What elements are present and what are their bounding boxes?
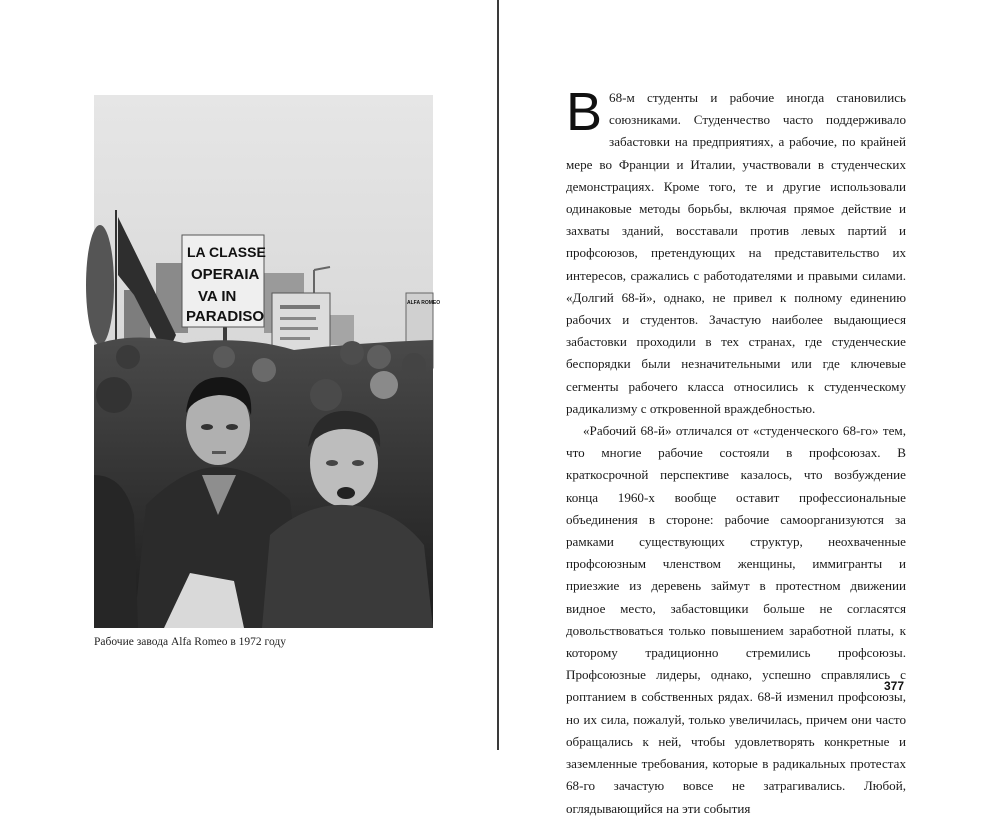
page-number: 377	[883, 679, 904, 693]
sign-line-1: LA CLASSE	[187, 244, 266, 260]
body-text	[566, 82, 906, 820]
sign-line-4: PARADISO	[186, 308, 265, 325]
photo-caption: Рабочие завода Alfa Romeo в 1972 году	[94, 636, 287, 648]
paragraph-1-text: 68-м студенты и рабочие иногда становились союзниками. Студенчество часто поддерживало забастовки на предприятиях, а рабочие, по крайней мере во Франции и Италии, участвовали в студенческих демонстрациях. Кроме того, те и другие использовали одинаковые методы борьбы, включая прямое действие и захваты зданий, восставали против левых партий и профсоюзов, претендующих на представительство их интересов, сражались с работодателями и правыми силами. «Долгий 68-й», однако, не привел к полному единению рабочих и студентов. Зачастую наиболее выдающиеся забастовки проходили в тех странах, где студенческие беспорядки были незначительными или где ключевые сегменты рабочего класса относились к студенческому радикализму с откровенной враждебностью.	[566, 90, 906, 416]
small-sign-text: ALFA ROMEO	[407, 300, 441, 306]
sign-line-2: OPERAIA	[191, 266, 260, 283]
right-page	[499, 0, 996, 816]
sign-line-3: VA IN	[198, 288, 237, 305]
left-page	[0, 0, 497, 750]
protest-photo	[94, 95, 441, 628]
drop-cap: В	[566, 82, 603, 142]
paragraph-1	[566, 82, 906, 420]
paragraph-2: «Рабочий 68-й» отличался от «студенческого 68-го» тем, что многие рабочие состояли в профсоюзах. В краткосрочной перспективе казалось, что возбуждение конца 1960-х вообще оставит профессиональные объединения в стороне: рабочие самоорганизуются за рамками существующих структур, неохваченные профсоюзным членством женщины, иммигранты и приезжие из деревень займут в протестном движении видное место, забастовщики больше не согласятся довольствоваться только повышением заработной платы, к которому традиционно стремились профсоюзы. Профсоюзные лидеры, однако, успешно справлялись с роптанием в собственных рядах. 68-й изменил профсоюзы, но их сила, пожалуй, только увеличилась, причем они часто обращались к ней, чтобы удовлетворять конкретные и заземленные требования, которые в радикальных протестах 68-го зачастую вовсе не затрагивались. Любой, оглядывающийся на эти события	[566, 423, 906, 816]
